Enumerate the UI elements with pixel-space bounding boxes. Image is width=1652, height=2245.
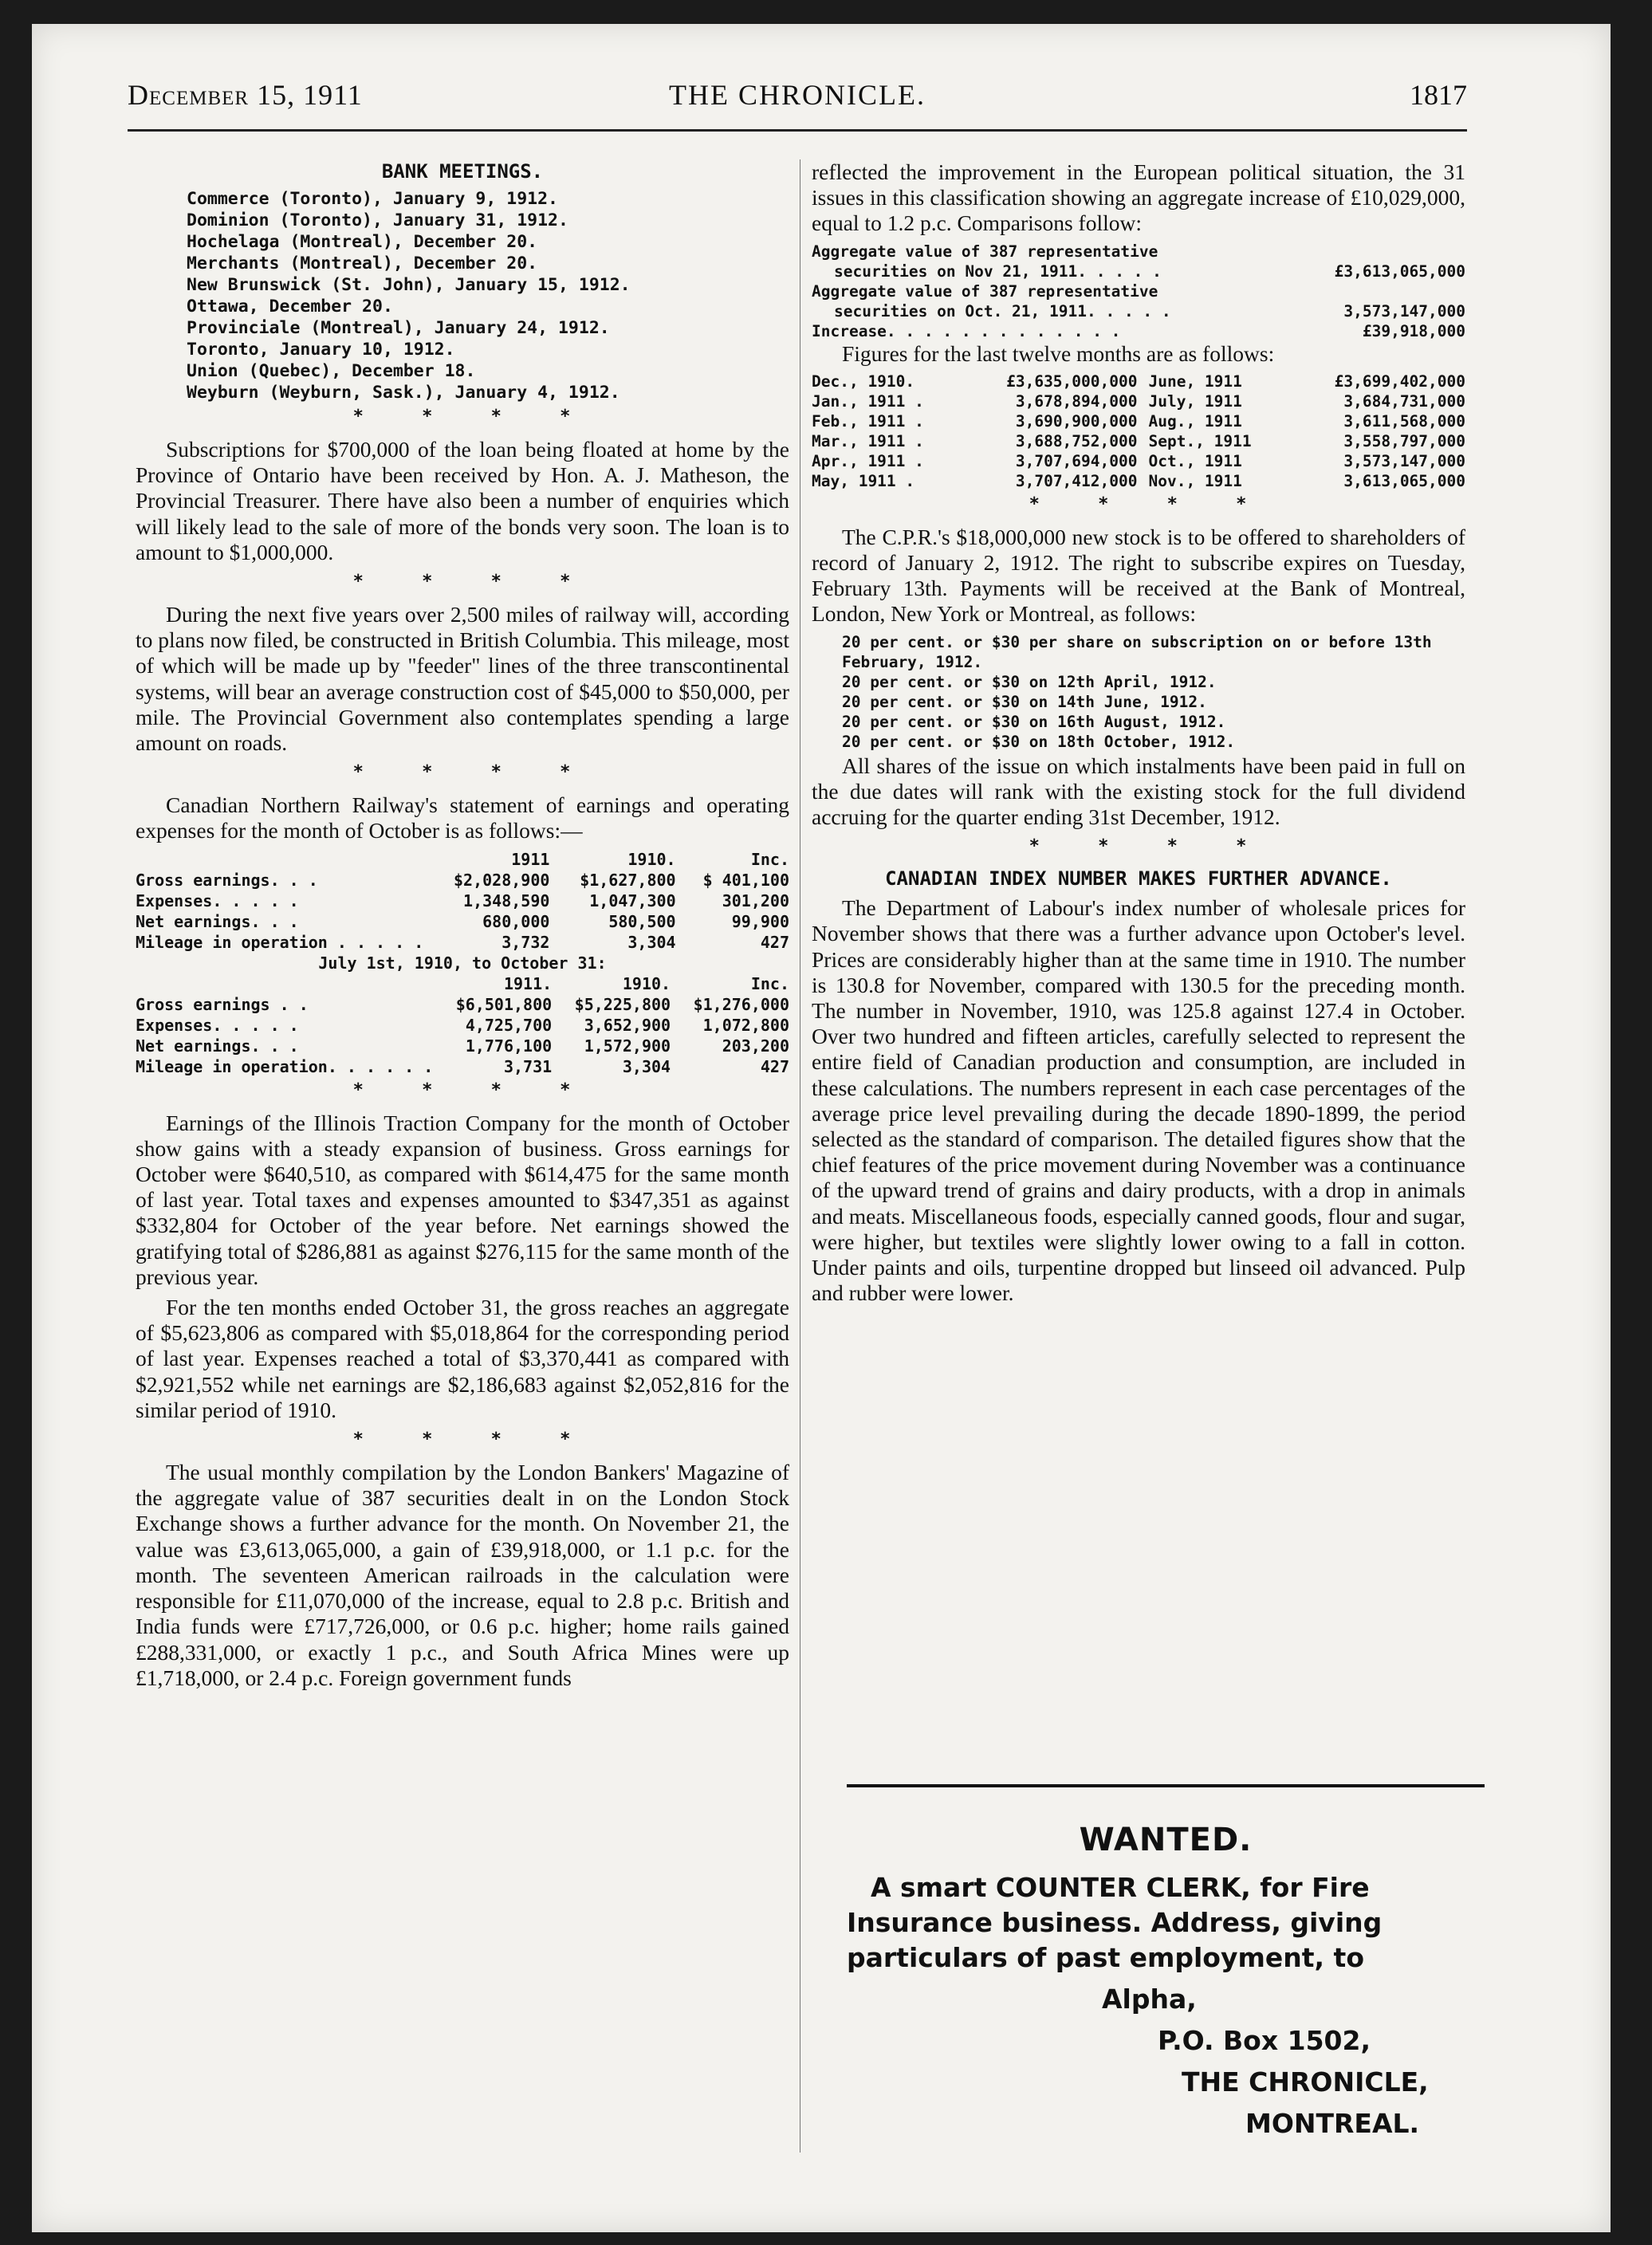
table-cell: £3,635,000,000: [1006, 372, 1138, 391]
section-separator: * * * *: [352, 1429, 595, 1450]
list-item: Weyburn (Weyburn, Sask.), January 4, 1912.: [187, 383, 620, 403]
table-cell: 3,652,900: [584, 1015, 671, 1035]
list-item: Merchants (Montreal), December 20.: [187, 254, 538, 273]
publication-title: THE CHRONICLE.: [669, 79, 926, 111]
table-cell: 3,611,568,000: [1343, 411, 1465, 431]
cnr-statement-paragraph: Canadian Northern Railway's statement of earnings and operating expenses for the month of October is as follows:—: [136, 792, 789, 843]
table-cell: 1,348,590: [463, 891, 550, 910]
table-cell: Apr., 1911 .: [812, 451, 924, 470]
table-row: [812, 451, 1465, 471]
section-separator: * * * *: [352, 762, 595, 783]
aggregate-value: £3,613,065,000: [1334, 261, 1465, 281]
ad-address-line: P.O. Box 1502,: [1158, 2025, 1371, 2056]
table-header-cell: 1910.: [627, 849, 676, 869]
table-cell: Net earnings. . .: [136, 1036, 299, 1056]
table-cell: 99,900: [731, 911, 789, 931]
table-row: [812, 372, 1465, 391]
ad-address-line: MONTREAL.: [1245, 2108, 1420, 2139]
table-cell: $1,627,800: [580, 870, 676, 890]
ad-address-line: THE CHRONICLE,: [1182, 2066, 1429, 2098]
table-cell: $ 401,100: [702, 870, 789, 890]
aggregate-comparison: [812, 242, 1465, 341]
table-cell: 3,558,797,000: [1343, 431, 1465, 450]
aggregate-row: [812, 301, 1465, 321]
cnr-period-table: [136, 973, 789, 1077]
aggregate-label: securities on Oct. 21, 1911. . . . .: [834, 301, 1171, 320]
table-cell: Expenses. . . . .: [136, 891, 299, 910]
aggregate-label: Aggregate value of 387 representative: [812, 281, 1158, 301]
table-cell: $2,028,900: [454, 870, 550, 890]
table-cell: 3,707,694,000: [1015, 451, 1138, 470]
ad-title: WANTED.: [1079, 1822, 1253, 1858]
table-header-cell: [136, 849, 423, 870]
cpr-stock-paragraph: The C.P.R.'s $18,000,000 new stock is to be offered to shareholders of record of January 2, 1912. The right to subscribe expires on Tuesday, February 13th. Payments will be received at the Bank of Montreal, London, New York or Montreal, as follows:: [812, 524, 1465, 627]
table-cell: Mar., 1911 .: [812, 431, 924, 450]
masthead: [128, 78, 1467, 118]
list-item: 20 per cent. or $30 on 14th June, 1912.: [842, 692, 1207, 711]
table-cell: Aug., 1911: [1148, 411, 1242, 431]
table-row: [812, 431, 1465, 451]
issue-date: December 15, 1911: [128, 79, 363, 111]
bank-meetings-list: [136, 188, 789, 403]
table-header-cell: 1911: [511, 849, 550, 869]
section-separator: * * * *: [1029, 493, 1271, 514]
table-cell: 4,725,700: [465, 1015, 553, 1035]
table-row: [136, 870, 789, 891]
continued-paragraph: reflected the improvement in the European political situation, the 31 issues in this classification showing an aggregate increase of £10,029,000, equal to 1.2 p.c. Comparisons follow:: [812, 159, 1465, 236]
table-row: [136, 994, 789, 1015]
table-header-cell: Inc.: [750, 973, 789, 993]
table-row: [136, 1036, 789, 1056]
cnr-october-table: [136, 849, 789, 953]
page-number: 1817: [1410, 79, 1467, 111]
table-cell: £3,699,402,000: [1334, 372, 1465, 391]
table-cell: 301,200: [722, 891, 789, 910]
table-row: [136, 1015, 789, 1036]
table-row: [812, 471, 1465, 491]
list-item: 20 per cent. or $30 on 18th October, 1912.: [842, 732, 1236, 751]
table-header-cell: 1911.: [503, 973, 553, 993]
london-bankers-paragraph: The usual monthly compilation by the London Bankers' Magazine of the aggregate value of 387 securities dealt in on the London Stock Exchange shows a further advance for the month. On November 21, the value was £3,613,065,000, a gain of £39,918,000, or 1.1 p.c. for the month. The seventeen American railroads in the calculation were responsible for £11,070,000 of the increase, equal to 2.8 p.c. British and India funds were £717,726,000, or 0.6 p.c. higher; home rails gained £288,331,000, or exactly 1 p.c., and South Africa Mines were up £1,718,000, or 2.4 p.c. Foreign government funds: [136, 1460, 789, 1690]
section-separator: * * * *: [352, 572, 595, 592]
table-cell: 1,072,800: [702, 1015, 789, 1035]
table-row: [136, 1056, 789, 1077]
cnr-period-caption: July 1st, 1910, to October 31:: [318, 953, 607, 973]
header-rule: [128, 129, 1467, 132]
aggregate-value: 3,573,147,000: [1343, 301, 1465, 320]
aggregate-row: [812, 321, 1465, 341]
table-cell: Feb., 1911 .: [812, 411, 924, 431]
table-cell: May, 1911 .: [812, 471, 915, 490]
ontario-loan-paragraph: Subscriptions for $700,000 of the loan being floated at home by the Province of Ontario have been received by Hon. A. J. Matheson, the Provincial Treasurer. There have also been a number of enquiries which will likely lead to the sale of more of the bonds very soon. The loan is to amount to $1,000,000.: [136, 437, 789, 564]
index-number-heading: CANADIAN INDEX NUMBER MAKES FURTHER ADVANCE.: [885, 867, 1392, 891]
aggregate-row: [812, 261, 1465, 281]
table-cell: 3,690,900,000: [1015, 411, 1138, 431]
table-cell: 427: [760, 1056, 789, 1076]
illinois-traction-paragraph: Earnings of the Illinois Traction Company for the month of October show gains with a steady expansion of business. Gross earnings for October were $640,510, as compared with $614,475 for the same month of last year. Total taxes and expenses amounted to $347,351 as against $332,804 for October of the year before. Net earnings showed the gratifying total of $286,881 as against $276,115 for the same month of the previous year.: [136, 1110, 789, 1289]
table-cell: 1,572,900: [584, 1036, 671, 1056]
table-cell: 3,731: [503, 1056, 553, 1076]
table-cell: 3,613,065,000: [1343, 471, 1465, 490]
table-cell: 427: [760, 932, 789, 952]
table-cell: Net earnings. . .: [136, 911, 299, 931]
table-cell: 3,573,147,000: [1343, 451, 1465, 470]
list-item: 20 per cent. or $30 on 12th April, 1912.: [842, 672, 1217, 691]
twelve-months-table: [812, 372, 1465, 491]
table-cell: Jan., 1911 .: [812, 391, 924, 411]
list-item: Provinciale (Montreal), January 24, 1912.: [187, 318, 610, 338]
table-cell: Mileage in operation. . . . . .: [136, 1056, 434, 1076]
table-cell: 3,304: [622, 1056, 671, 1076]
table-cell: 1,047,300: [589, 891, 676, 910]
table-cell: $1,276,000: [693, 994, 789, 1014]
aggregate-label: Aggregate value of 387 representative: [812, 242, 1158, 261]
table-cell: Dec., 1910.: [812, 372, 915, 391]
list-item: New Brunswick (St. John), January 15, 1912.: [187, 275, 631, 295]
table-header-row: [136, 973, 789, 994]
wanted-advertisement: [847, 1784, 1485, 2139]
cpr-payment-schedule: [812, 632, 1465, 752]
illinois-ten-months-paragraph: For the ten months ended October 31, the gross reaches an aggregate of $5,623,806 as compared with $5,018,864 for the corresponding period of last year. Expenses reached a total of $3,370,441 as compared with $2,921,552 while net earnings are $2,186,683 against $2,052,816 for the similar period of 1910.: [136, 1295, 789, 1422]
list-item: Union (Quebec), December 18.: [187, 361, 476, 381]
table-cell: 203,200: [722, 1036, 789, 1056]
table-cell: 3,678,894,000: [1015, 391, 1138, 411]
list-item: Ottawa, December 20.: [187, 297, 393, 317]
index-number-paragraph: The Department of Labour's index number of wholesale prices for November shows that there was a further advance upon October's level. Prices are considerably higher than at the same time in 1910. The number is 130.8 for November, compared with 130.5 for the preceding month. The number in November, 1910, was 125.8 against 127.4 in October. Over two hundred and fifteen articles, carefully selected to represent the entire field of Canadian production and consumption, are included in these calculations. The numbers represent in each case percentages of the average price level prevailing during the decade 1890-1899, the period selected as the standard of comparison. The detailed figures show that the chief features of the price movement during November was a continuance of the upward trend of grains and dairy products, with a drop in animals and meats. Miscellaneous foods, especially canned goods, flour and sugar, were higher, but textiles were slightly lower owing to a fall in cotton. Under paints and oils, turpentine dropped but linseed oil advanced. Pulp and rubber were lower.: [812, 895, 1465, 1306]
table-row: [136, 932, 789, 953]
table-header-cell: [136, 973, 433, 994]
list-item: Toronto, January 10, 1912.: [187, 340, 455, 360]
table-header-row: [136, 849, 789, 870]
cpr-shares-paragraph: All shares of the issue on which instalments have been paid in full on the due dates will rank with the existing stock for the full dividend accruing for the quarter ending 31st December, 1912.: [812, 753, 1465, 830]
table-cell: July, 1911: [1148, 391, 1242, 411]
table-cell: 3,684,731,000: [1343, 391, 1465, 411]
table-cell: Gross earnings . .: [136, 994, 309, 1014]
table-cell: $6,501,800: [455, 994, 553, 1014]
section-separator: * * * *: [1029, 836, 1271, 857]
table-cell: 1,776,100: [465, 1036, 553, 1056]
list-item: Hochelaga (Montreal), December 20.: [187, 232, 538, 252]
table-cell: Nov., 1911: [1148, 471, 1242, 490]
table-row: [136, 911, 789, 932]
bc-railway-paragraph: During the next five years over 2,500 miles of railway will, according to plans now filed, be constructed in British Columbia. This mileage, most of which will be made up by "feeder" lines of the three transcontinental systems, will bear an average construction cost of $45,000 to $50,000, per mile. The Provincial Government also contemplates spending a large amount on roads.: [136, 602, 789, 756]
table-row: [136, 891, 789, 911]
table-cell: 3,688,752,000: [1015, 431, 1138, 450]
table-cell: 3,304: [627, 932, 676, 952]
section-separator: * * * *: [352, 407, 595, 427]
list-item: Commerce (Toronto), January 9, 1912.: [187, 189, 558, 209]
table-cell: $5,225,800: [574, 994, 671, 1014]
table-header-cell: 1910.: [622, 973, 671, 993]
list-item: 20 per cent. or $30 on 16th August, 1912.: [842, 712, 1226, 731]
section-separator: * * * *: [352, 1079, 595, 1100]
table-header-cell: Inc.: [750, 849, 789, 869]
twelve-months-intro: Figures for the last twelve months are as follows:: [842, 340, 1275, 366]
table-cell: Expenses. . . . .: [136, 1015, 299, 1035]
list-item: Dominion (Toronto), January 31, 1912.: [187, 210, 568, 230]
table-cell: Sept., 1911: [1148, 431, 1252, 450]
table-cell: 680,000: [482, 911, 550, 931]
table-cell: 3,707,412,000: [1015, 471, 1138, 490]
table-row: [812, 391, 1465, 411]
aggregate-label: securities on Nov 21, 1911. . . . .: [834, 261, 1162, 281]
aggregate-value: £39,918,000: [1362, 321, 1465, 340]
ad-address-line: Alpha,: [1102, 1984, 1197, 2015]
table-cell: Oct., 1911: [1148, 451, 1242, 470]
table-cell: June, 1911: [1148, 372, 1242, 391]
table-row: [812, 411, 1465, 431]
aggregate-label: Increase. . . . . . . . . . . . .: [812, 321, 1121, 340]
bank-meetings-heading: BANK MEETINGS.: [381, 160, 544, 183]
table-cell: 580,500: [608, 911, 676, 931]
left-column: [136, 159, 789, 2145]
list-item: 20 per cent. or $30 per share on subscription on or before 13th February, 1912.: [842, 632, 1432, 671]
ad-body: A smart COUNTER CLERK, for Fire Insurance business. Address, giving particulars of past employment, to: [847, 1872, 1383, 1973]
table-cell: Gross earnings. . .: [136, 870, 318, 890]
table-cell: Mileage in operation . . . . .: [136, 932, 424, 952]
table-cell: 3,732: [502, 932, 550, 952]
